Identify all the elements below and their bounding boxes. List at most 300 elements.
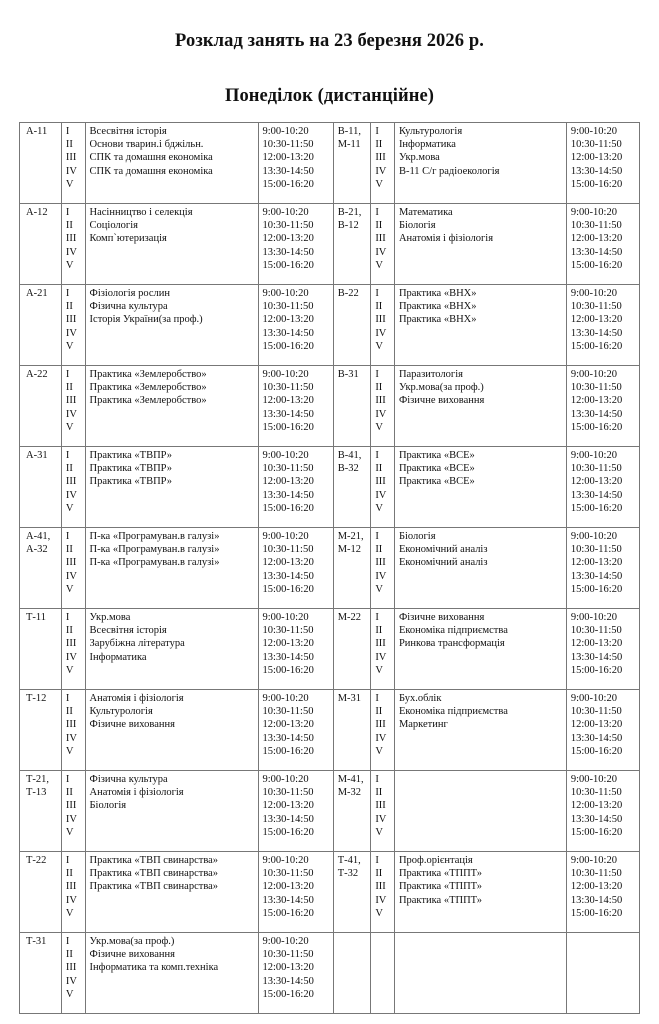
time-slot: 12:00-13:20 (262, 962, 314, 974)
time-slot: 10:30-11:50 (262, 868, 314, 880)
times-cell (258, 204, 333, 285)
time-slot: 15:00-16:20 (262, 907, 314, 919)
time-slot: 9:00-10:20 (570, 288, 617, 299)
pair-number-cell (61, 366, 85, 447)
pair-number: III (65, 152, 77, 164)
subject-name: Насінництво і селекція (89, 207, 193, 218)
group-name: В-11, (337, 126, 361, 137)
pair-number: III (65, 395, 77, 407)
pair-number: II (375, 625, 383, 637)
time-slot: 9:00-10:20 (262, 207, 309, 218)
pair-number-cell (61, 204, 85, 285)
time-slot: 13:30-14:50 (262, 732, 314, 744)
schedule-table (19, 122, 640, 1014)
pair-number: III (65, 962, 77, 974)
pair-number: II (375, 220, 383, 232)
time-slot: 13:30-14:50 (262, 246, 314, 258)
pair-number-cell (61, 609, 85, 690)
pair-number-cell (61, 690, 85, 771)
table-row (20, 285, 640, 366)
pair-number: V (375, 826, 383, 838)
pair-number-cell (371, 123, 395, 204)
pair-number: III (65, 719, 77, 731)
time-slot: 10:30-11:50 (262, 220, 314, 232)
group-cell (20, 366, 62, 447)
time-slot: 10:30-11:50 (262, 463, 314, 475)
group-cell (333, 771, 371, 852)
subject-name: Економіка підприємства (398, 706, 508, 718)
pair-number: I (65, 612, 70, 623)
time-slot: 9:00-10:20 (262, 126, 309, 137)
time-slot: 12:00-13:20 (262, 881, 314, 893)
subject-name (399, 421, 566, 434)
pair-number-cell (371, 366, 395, 447)
subject-name: Культурологія (398, 126, 463, 137)
subject-name (399, 327, 566, 340)
group-name: В-21, (337, 207, 362, 218)
subject-name: Математика (398, 207, 453, 218)
subject-name (399, 745, 566, 758)
time-slot: 13:30-14:50 (570, 894, 623, 906)
pair-number: IV (375, 813, 387, 825)
times-cell (566, 771, 639, 852)
group-name: А-21 (26, 288, 48, 299)
time-slot: 12:00-13:20 (570, 719, 623, 731)
subject-name (399, 246, 566, 259)
subjects-cell (394, 204, 566, 285)
pair-number: IV (65, 813, 77, 825)
time-slot: 12:00-13:20 (262, 719, 314, 731)
pair-number: II (65, 706, 73, 718)
pair-number: V (65, 178, 74, 190)
pair-number: I (65, 531, 70, 542)
pair-number: IV (375, 489, 387, 501)
subject-name (90, 178, 258, 191)
pair-number-cell (371, 285, 395, 366)
group-name: А-41, (26, 531, 51, 542)
pair-number-cell (61, 771, 85, 852)
pair-number: II (65, 949, 73, 961)
pair-number: IV (65, 975, 77, 987)
time-slot: 12:00-13:20 (262, 638, 314, 650)
times-cell (566, 852, 639, 933)
group-cell (333, 690, 371, 771)
time-slot: 15:00-16:20 (262, 259, 314, 271)
pair-number: I (65, 693, 70, 704)
subject-name: Економіка підприємства (398, 625, 508, 637)
subjects-cell (394, 528, 566, 609)
time-slot: 13:30-14:50 (262, 165, 314, 177)
subject-name (399, 178, 566, 191)
pair-number: II (65, 382, 73, 394)
time-slot: 12:00-13:20 (570, 395, 623, 407)
times-cell (566, 123, 639, 204)
subjects-cell (394, 852, 566, 933)
time-slot: 10:30-11:50 (262, 949, 314, 961)
pair-number-cell (61, 285, 85, 366)
table-row (20, 852, 640, 933)
subjects-cell (85, 852, 258, 933)
pair-number: I (65, 207, 70, 218)
pair-number: IV (65, 408, 77, 420)
time-slot: 9:00-10:20 (262, 450, 309, 461)
subjects-cell (85, 204, 258, 285)
pair-number-cell (61, 933, 85, 1014)
pair-number: I (65, 450, 70, 461)
subject-name: П-ка «Програмуван.в галузі» (89, 557, 220, 569)
group-cell (20, 528, 62, 609)
subject-name: Біологія (398, 220, 436, 232)
pair-number: V (375, 178, 383, 190)
time-slot: 10:30-11:50 (570, 463, 622, 475)
group-name: А-32 (26, 544, 48, 556)
time-slot: 9:00-10:20 (570, 369, 617, 380)
time-slot: 10:30-11:50 (262, 382, 314, 394)
subject-name (399, 502, 566, 515)
group-name: М-12 (337, 544, 362, 556)
group-name: М-21, (337, 531, 364, 542)
time-slot: 10:30-11:50 (262, 544, 314, 556)
pair-number: III (375, 881, 386, 893)
subject-name (90, 408, 258, 421)
pair-number: II (375, 706, 383, 718)
subjects-cell (85, 933, 258, 1014)
pair-number: IV (65, 894, 77, 906)
time-slot: 12:00-13:20 (262, 314, 314, 326)
subject-name: Культурологія (89, 706, 153, 718)
group-name: М-32 (337, 787, 362, 799)
subject-name: Анатомія і фізіологія (89, 693, 184, 704)
group-name: Т-41, (337, 855, 361, 866)
time-slot: 12:00-13:20 (570, 314, 623, 326)
pair-number: II (375, 787, 383, 799)
subject-name (90, 327, 258, 340)
subject-name: Практика «Землеробство» (89, 395, 207, 407)
subject-name: Зарубіжна література (89, 638, 185, 650)
time-slot: 13:30-14:50 (262, 813, 314, 825)
time-slot: 9:00-10:20 (570, 207, 617, 218)
time-slot: 10:30-11:50 (570, 625, 622, 637)
times-cell (258, 609, 333, 690)
subject-name (399, 773, 566, 786)
time-slot: 12:00-13:20 (570, 557, 623, 569)
subject-name (399, 340, 566, 353)
time-slot: 9:00-10:20 (570, 693, 617, 704)
time-slot: 13:30-14:50 (570, 489, 623, 501)
time-slot: 12:00-13:20 (570, 233, 623, 245)
subject-name (90, 246, 258, 259)
time-slot: 10:30-11:50 (262, 787, 314, 799)
pair-number: III (65, 233, 77, 245)
time-slot: 15:00-16:20 (570, 745, 623, 757)
group-cell (333, 609, 371, 690)
pair-number: I (65, 288, 70, 299)
subject-name: Фізичне виховання (89, 719, 175, 731)
subject-name (399, 907, 566, 920)
group-cell (20, 204, 62, 285)
group-cell (20, 771, 62, 852)
subject-name: Анатомія і фізіологія (89, 787, 184, 799)
group-name: Т-21, (26, 774, 50, 785)
subject-name: Фізичне виховання (398, 395, 485, 407)
time-slot: 12:00-13:20 (262, 800, 314, 812)
pair-number-cell (371, 690, 395, 771)
subject-name: Практика «ТППТ» (398, 894, 483, 906)
time-slot: 15:00-16:20 (570, 664, 623, 676)
pair-number: II (375, 868, 383, 880)
pair-number: IV (65, 651, 77, 663)
subject-name (399, 732, 566, 745)
subject-name: Фізична культура (89, 301, 168, 313)
pair-number: III (65, 476, 77, 488)
group-name: В-22 (337, 288, 359, 299)
pair-number: V (65, 421, 74, 433)
pair-number-cell (371, 204, 395, 285)
subject-name: Фізичне виховання (89, 949, 175, 961)
time-slot: 15:00-16:20 (570, 340, 623, 352)
group-cell (333, 933, 371, 1014)
time-slot: 13:30-14:50 (570, 327, 623, 339)
times-cell (566, 366, 639, 447)
subject-name: Практика «ВСЕ» (398, 476, 475, 488)
time-slot: 9:00-10:20 (262, 369, 309, 380)
table-row (20, 447, 640, 528)
pair-number: II (375, 139, 383, 151)
subject-name: Практика «ТППТ» (398, 868, 483, 880)
times-cell (566, 285, 639, 366)
subject-name: Інформатика (89, 651, 147, 663)
subject-name: Практика «ВНХ» (398, 301, 477, 313)
group-name: А-31 (26, 450, 48, 461)
time-slot: 10:30-11:50 (570, 382, 622, 394)
subjects-cell (85, 528, 258, 609)
pair-number: IV (65, 732, 77, 744)
subject-name (399, 786, 566, 799)
pair-number: IV (375, 165, 387, 177)
pair-number: II (65, 301, 73, 313)
day-subtitle: Понеділок (дистанційне) (224, 86, 435, 106)
subject-name: П-ка «Програмуван.в галузі» (89, 544, 220, 556)
subject-name: Економічний аналіз (398, 557, 488, 569)
subject-name: Комп`ютеризація (89, 233, 167, 245)
group-name: М-22 (337, 612, 362, 623)
subjects-cell (394, 447, 566, 528)
pair-number: III (375, 476, 386, 488)
time-slot: 9:00-10:20 (570, 531, 617, 542)
subject-name (399, 651, 566, 664)
subject-name (399, 583, 566, 596)
time-slot: 15:00-16:20 (262, 664, 314, 676)
pair-number-cell (371, 771, 395, 852)
pair-number: V (65, 826, 74, 838)
time-slot: 13:30-14:50 (570, 813, 623, 825)
time-slot: 12:00-13:20 (570, 638, 623, 650)
subject-name: Практика «ТВП свинарства» (89, 855, 219, 866)
times-cell (258, 528, 333, 609)
time-slot: 9:00-10:20 (570, 450, 617, 461)
pair-number-cell (371, 852, 395, 933)
times-cell (566, 690, 639, 771)
time-slot: 9:00-10:20 (570, 774, 617, 785)
subject-name: Практика «ВНХ» (398, 288, 477, 299)
time-slot: 10:30-11:50 (570, 301, 622, 313)
time-slot: 10:30-11:50 (570, 544, 622, 556)
subject-name: Фізичне виховання (398, 612, 485, 623)
times-cell (258, 447, 333, 528)
time-slot: 10:30-11:50 (262, 139, 314, 151)
subjects-cell (394, 366, 566, 447)
time-slot: 9:00-10:20 (570, 612, 617, 623)
time-slot: 15:00-16:20 (262, 583, 314, 595)
pair-number: IV (65, 246, 77, 258)
times-cell (566, 528, 639, 609)
pair-number: III (65, 800, 77, 812)
pair-number: V (375, 259, 383, 271)
time-slot: 12:00-13:20 (570, 881, 623, 893)
page-title: Розклад занять на 23 березня 2026 р. (175, 31, 484, 51)
time-slot: 13:30-14:50 (262, 975, 314, 987)
pair-number: III (375, 233, 386, 245)
pair-number: V (65, 583, 74, 595)
time-slot: 13:30-14:50 (262, 327, 314, 339)
group-name: В-41, (337, 450, 362, 461)
subject-name (90, 489, 258, 502)
subject-name: Практика «ТВПР» (89, 476, 173, 488)
pair-number: V (375, 502, 383, 514)
time-slot: 13:30-14:50 (262, 489, 314, 501)
pair-number: IV (65, 570, 77, 582)
time-slot: 12:00-13:20 (570, 152, 623, 164)
pair-number: III (375, 395, 386, 407)
time-slot: 9:00-10:20 (262, 774, 309, 785)
pair-number: III (375, 314, 386, 326)
time-slot: 15:00-16:20 (262, 502, 314, 514)
group-cell (333, 366, 371, 447)
times-cell (258, 123, 333, 204)
subject-name: Біологія (89, 800, 127, 812)
group-name: Т-22 (26, 855, 47, 866)
subject-name (90, 813, 258, 826)
time-slot: 12:00-13:20 (262, 233, 314, 245)
pair-number: I (65, 936, 70, 947)
pair-number-cell (371, 933, 395, 1014)
pair-number: I (65, 774, 70, 785)
subject-name: Укр.мова(за проф.) (89, 936, 175, 947)
table-row (20, 204, 640, 285)
subject-name: Практика «Землеробство» (89, 382, 207, 394)
pair-number: II (65, 220, 73, 232)
pair-number: I (375, 288, 379, 299)
time-slot: 10:30-11:50 (262, 625, 314, 637)
subjects-cell (394, 609, 566, 690)
time-slot: 10:30-11:50 (570, 139, 622, 151)
subject-name (90, 732, 258, 745)
subject-name: Інформатика та комп.техніка (89, 962, 219, 974)
subject-name: Практика «ВСЕ» (398, 450, 475, 461)
pair-number: II (65, 787, 73, 799)
pair-number-cell (61, 123, 85, 204)
pair-number: IV (65, 489, 77, 501)
pair-number: II (65, 625, 73, 637)
pair-number: I (65, 855, 70, 866)
pair-number: IV (375, 327, 387, 339)
time-slot: 12:00-13:20 (262, 557, 314, 569)
pair-number: IV (65, 327, 77, 339)
time-slot: 15:00-16:20 (262, 988, 314, 1000)
group-cell (20, 123, 62, 204)
pair-number: V (65, 340, 74, 352)
time-slot: 15:00-16:20 (570, 826, 623, 838)
group-name: Т-31 (26, 936, 47, 947)
group-cell (333, 447, 371, 528)
subject-name: СПК та домашня економіка (89, 165, 213, 177)
pair-number: IV (375, 894, 387, 906)
pair-number: III (65, 314, 77, 326)
pair-number: I (375, 450, 379, 461)
table-row (20, 123, 640, 204)
time-slot: 15:00-16:20 (570, 502, 623, 514)
subject-name (399, 813, 566, 826)
time-slot: 13:30-14:50 (570, 165, 623, 177)
group-name: М-11 (337, 139, 361, 151)
subject-name (399, 259, 566, 272)
subject-name: Всесвітня історія (89, 126, 167, 137)
subject-name: Практика «Землеробство» (89, 369, 207, 380)
group-cell (20, 933, 62, 1014)
pair-number-cell (61, 447, 85, 528)
pair-number: IV (65, 165, 77, 177)
subject-name (90, 502, 258, 515)
subject-name (90, 340, 258, 353)
subject-name (90, 988, 258, 1001)
pair-number: V (375, 664, 383, 676)
times-cell (258, 690, 333, 771)
pair-number: III (65, 638, 77, 650)
subject-name (399, 826, 566, 839)
time-slot: 12:00-13:20 (570, 476, 623, 488)
times-cell (566, 609, 639, 690)
subject-name: Практика «ВСЕ» (398, 463, 475, 475)
subject-name (399, 664, 566, 677)
subject-name: Паразитологія (398, 369, 463, 380)
time-slot: 9:00-10:20 (262, 288, 309, 299)
pair-number-cell (61, 528, 85, 609)
group-name: А-22 (26, 369, 48, 380)
group-cell (20, 852, 62, 933)
time-slot: 13:30-14:50 (262, 408, 314, 420)
time-slot: 12:00-13:20 (262, 152, 314, 164)
pair-number: I (375, 855, 379, 866)
pair-number: I (375, 693, 379, 704)
group-cell (20, 609, 62, 690)
subjects-cell (85, 366, 258, 447)
table-row (20, 933, 640, 1014)
subjects-cell (85, 690, 258, 771)
table-row (20, 609, 640, 690)
time-slot: 15:00-16:20 (570, 421, 623, 433)
subject-name: Анатомія і фізіологія (398, 233, 494, 245)
subject-name (399, 408, 566, 421)
time-slot: 9:00-10:20 (262, 936, 309, 947)
times-cell (258, 285, 333, 366)
time-slot: 13:30-14:50 (262, 894, 314, 906)
subject-name: Укр.мова (398, 152, 440, 164)
pair-number: IV (375, 246, 387, 258)
pair-number: I (375, 369, 379, 380)
group-name: А-11 (26, 126, 48, 137)
time-slot: 12:00-13:20 (262, 395, 314, 407)
subject-name: Історія України(за проф.) (89, 314, 203, 326)
